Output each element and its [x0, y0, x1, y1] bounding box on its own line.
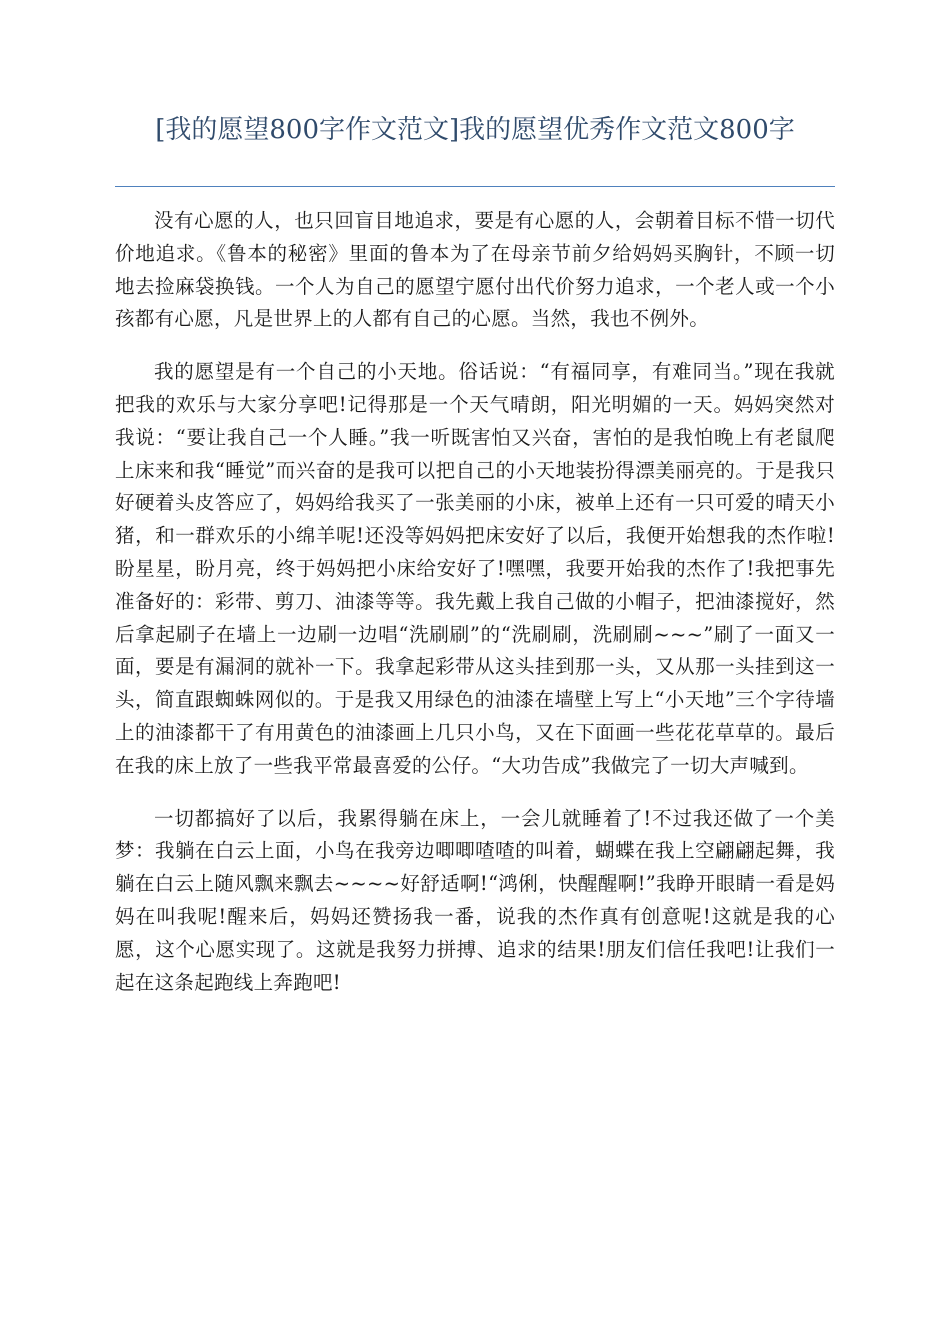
title-underline: [115, 186, 835, 187]
document-body: [115, 205, 835, 1019]
paragraph-1: 没有心愿的人，也只回盲目地追求，要是有心愿的人，会朝着目标不惜一切代价地追求。《鲁本的秘密》里面的鲁本为了在母亲节前夕给妈妈买胸针，不顾一切地去捡麻袋换钱。一个人为自己的愿望宁愿付出代价努力追求，一个老人或一个小孩都有心愿，凡是世界上的人都有自己的心愿。当然，我也不例外。: [115, 209, 835, 331]
paragraph-3: 一切都搞好了以后，我累得躺在床上，一会儿就睡着了!不过我还做了一个美梦：我躺在白云上面，小鸟在我旁边唧唧喳喳的叫着，蝴蝶在我上空翩翩起舞，我躺在白云上随风飘来飘去~~~~好舒适啊!“鸿俐，快醒醒啊!”我睁开眼睛一看是妈妈在叫我呢!醒来后，妈妈还赞扬我一番，说我的杰作真有创意呢!这就是我的心愿，这个心愿实现了。这就是我努力拼搏、追求的结果!朋友们信任我吧!让我们一起在这条起跑线上奔跑吧!: [115, 806, 835, 994]
document-title: [我的愿望800字作文范文]我的愿望优秀作文范文800字: [155, 115, 795, 145]
paragraph-2: 我的愿望是有一个自己的小天地。俗话说：“有福同享，有难同当。”现在我就把我的欢乐与大家分享吧!记得那是一个天气晴朗，阳光明媚的一天。妈妈突然对我说：“要让我自己一个人睡。”我一听既害怕又兴奋，害怕的是我怕晚上有老鼠爬上床来和我“睡觉”而兴奋的是我可以把自己的小天地装扮得漂美丽亮的。于是我只好硬着头皮答应了，妈妈给我买了一张美丽的小床，被单上还有一只可爱的晴天小猪，和一群欢乐的小绵羊呢!还没等妈妈把床安好了以后，我便开始想我的杰作啦!盼星星，盼月亮，终于妈妈把小床给安好了!嘿嘿，我要开始我的杰作了!我把事先准备好的：彩带、剪刀、油漆等等。我先戴上我自己做的小帽子，把油漆搅好，然后拿起刷子在墙上一边刷一边唱“洗刷刷”的“洗刷刷，洗刷刷~~~”刷了一面又一面，要是有漏洞的就补一下。我拿起彩带从这头挂到那一头，又从那一头挂到这一头，简直跟蜘蛛网似的。于是我又用绿色的油漆在墙壁上写上“小天地”三个字待墙上的油漆都干了有用黄色的油漆画上几只小鸟，又在下面画一些花花草草的。最后在我的床上放了一些我平常最喜爱的公仔。“大功告成”我做完了一切大声喊到。: [115, 360, 835, 777]
